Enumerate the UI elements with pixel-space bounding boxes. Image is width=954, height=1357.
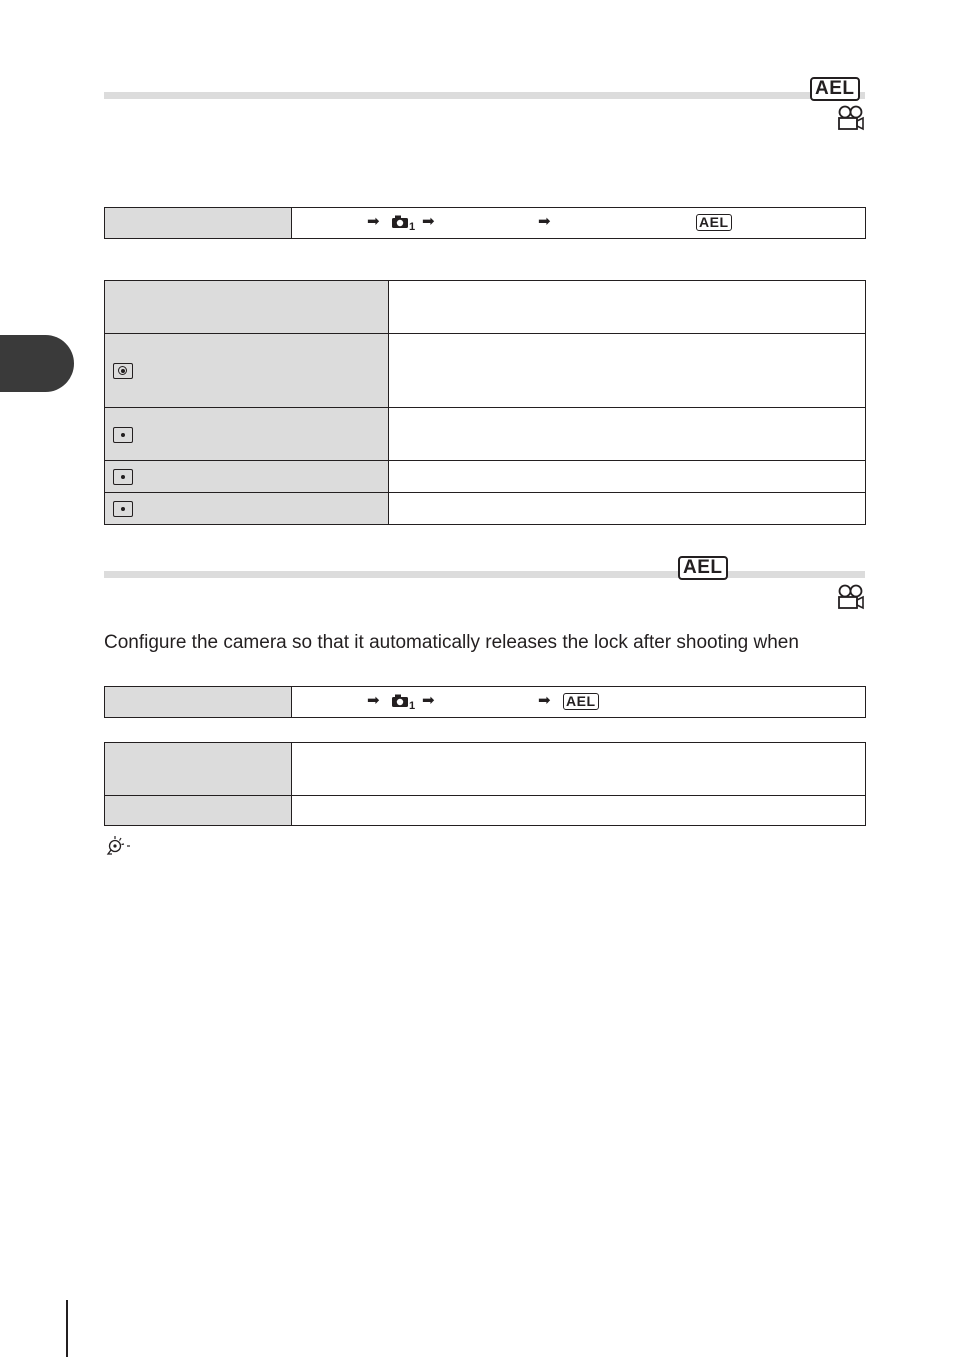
arrow-right-icon: ➡ [422, 213, 435, 230]
table-row [105, 334, 866, 408]
lightbulb-tip-icon [105, 833, 131, 859]
option-value [292, 796, 866, 826]
table-row [105, 281, 866, 334]
arrow-right-icon: ➡ [538, 692, 551, 709]
table-row [105, 743, 866, 796]
ael-badge: AEL [810, 77, 860, 101]
option-value [389, 461, 866, 493]
table-row [105, 493, 866, 525]
options-table [104, 742, 866, 826]
option-label [105, 461, 389, 493]
option-label [105, 408, 389, 461]
option-value [389, 281, 866, 334]
options-table [104, 280, 866, 525]
ael-badge: AEL [563, 693, 599, 710]
spot-metering-icon [113, 469, 133, 485]
option-value [389, 334, 866, 408]
camera-menu-number: 1 [409, 221, 416, 233]
arrow-right-icon: ➡ [538, 213, 551, 230]
menu-path-value [292, 687, 866, 718]
spot-metering-icon [113, 501, 133, 517]
menu-path-label [105, 687, 292, 718]
center-weighted-metering-icon [113, 363, 133, 379]
table-row [105, 461, 866, 493]
spot-metering-icon [113, 427, 133, 443]
page-margin-line [66, 1300, 68, 1357]
section-rule [104, 92, 865, 99]
menu-path-table [104, 686, 866, 718]
movie-camera-icon [836, 584, 864, 610]
camera-icon [391, 215, 409, 229]
table-row [105, 408, 866, 461]
movie-camera-icon [836, 105, 864, 131]
ael-badge: AEL [696, 214, 732, 231]
option-label [105, 796, 292, 826]
arrow-right-icon: ➡ [422, 692, 435, 709]
ael-badge: AEL [678, 556, 728, 580]
option-value [292, 743, 866, 796]
section-rule [104, 571, 865, 578]
menu-path-label [105, 208, 292, 239]
option-value [389, 408, 866, 461]
camera-icon [391, 694, 409, 708]
arrow-right-icon: ➡ [367, 213, 380, 230]
table-row [105, 796, 866, 826]
option-label [105, 743, 292, 796]
option-label [105, 281, 389, 334]
description-text: Configure the camera so that it automatically releases the lock after shooting when [104, 632, 799, 653]
arrow-right-icon: ➡ [367, 692, 380, 709]
camera-menu-number: 1 [409, 700, 416, 712]
option-label [105, 493, 389, 525]
option-value [389, 493, 866, 525]
menu-path-value [292, 208, 866, 239]
option-label [105, 334, 389, 408]
menu-path-table [104, 207, 866, 239]
chapter-tab [0, 335, 74, 392]
